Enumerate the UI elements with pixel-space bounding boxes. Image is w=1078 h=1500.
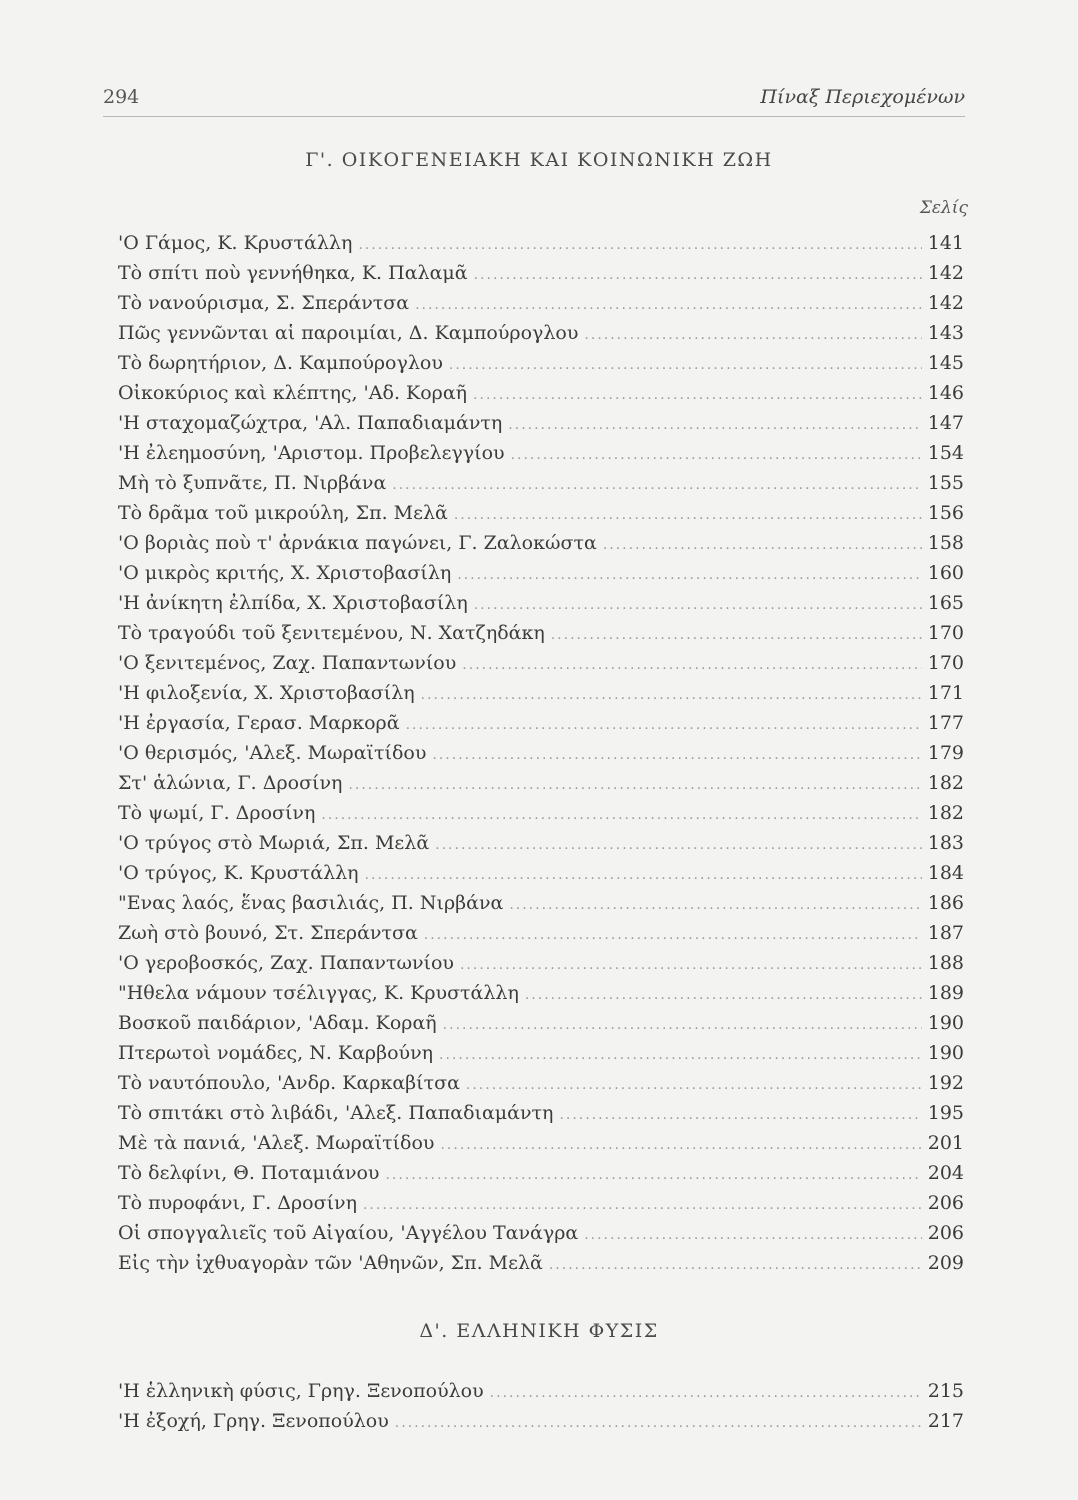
section-title-g: Γ'. ΟΙΚΟΓΕΝΕΙΑΚΗ ΚΑΙ ΚΟΙΝΩΝΙΚΗ ΖΩΗ: [305, 149, 773, 171]
dot-leader: [432, 740, 921, 770]
dot-leader: [358, 230, 921, 260]
toc-entry-title: Μὴ τὸ ξυπνᾶτε, Π. Νιρβάνα: [118, 472, 387, 494]
toc-entry-title: Τὸ δρᾶμα τοῦ μικρούλη, Σπ. Μελᾶ: [118, 502, 448, 524]
toc-entry-title: 'Ο ξενιτεμένος, Ζαχ. Παπαντωνίου: [118, 652, 457, 674]
toc-entry: [118, 798, 964, 828]
toc-entry: [118, 438, 964, 468]
toc-entry-page: 215: [927, 1380, 964, 1402]
toc-entry-page: 160: [927, 562, 964, 584]
dot-leader: [474, 260, 922, 290]
toc-entry: [118, 288, 964, 318]
section-title-d: Δ'. ΕΛΛΗΝΙΚΗ ΦΥΣΙΣ: [419, 1320, 659, 1342]
toc-entry: [118, 858, 964, 888]
toc-entry-page: 142: [927, 262, 964, 284]
toc-entry-page: 206: [927, 1192, 964, 1214]
toc-entry-page: 187: [927, 922, 964, 944]
dot-leader: [424, 920, 922, 950]
toc-entry-page: 190: [927, 1042, 964, 1064]
toc-entry: [118, 408, 964, 438]
toc-entry: [118, 1128, 964, 1158]
toc-entry: [118, 828, 964, 858]
toc-entry-page: 186: [927, 892, 964, 914]
toc-entry: [118, 978, 964, 1008]
toc-entry-title: Τὸ δωρητήριον, Δ. Καμπούρογλου: [118, 352, 443, 374]
toc-entry-title: 'Ο τρύγος στὸ Μωριά, Σπ. Μελᾶ: [118, 832, 430, 854]
toc-entry: [118, 228, 964, 258]
dot-leader: [584, 1220, 922, 1250]
dot-leader: [549, 1250, 922, 1280]
dot-leader: [466, 1070, 922, 1100]
dot-leader: [348, 770, 921, 800]
dot-leader: [440, 1130, 921, 1160]
dot-leader: [321, 800, 921, 830]
toc-entry-page: 142: [927, 292, 964, 314]
dot-leader: [385, 1160, 921, 1190]
toc-entry-page: 165: [927, 592, 964, 614]
toc-entry-title: Οἰκοκύριος καὶ κλέπτης, 'Αδ. Κοραῆ: [118, 382, 468, 404]
toc-entry-title: Τὸ σπιτάκι στὸ λιβάδι, 'Αλεξ. Παπαδιαμάντη: [118, 1102, 554, 1124]
toc-entry-title: 'Ο θερισμός, 'Αλεξ. Μωραϊτίδου: [118, 742, 427, 764]
toc-entry-page: 177: [927, 712, 964, 734]
toc-entry-title: Τὸ ψωμί, Γ. Δροσίνη: [118, 802, 316, 824]
toc-entry-title: Τὸ νανούρισμα, Σ. Σπεράντσα: [118, 292, 410, 314]
toc-entry-page: 147: [927, 412, 964, 434]
dot-leader: [363, 1190, 922, 1220]
toc-entry: [118, 1188, 964, 1218]
dot-leader: [457, 560, 921, 590]
toc-entry: [118, 1158, 964, 1188]
toc-entry-page: 190: [927, 1012, 964, 1034]
toc-entry-title: 'Ο Γάμος, Κ. Κρυστάλλη: [118, 232, 353, 254]
toc-entry-page: 217: [927, 1410, 964, 1432]
toc-entry-title: 'Η ἀνίκητη ἐλπίδα, Χ. Χριστοβασίλη: [118, 592, 468, 614]
toc-entry-title: 'Η ἐξοχή, Γρηγ. Ξενοπούλου: [118, 1410, 389, 1432]
toc-entry-page: 143: [927, 322, 964, 344]
dot-leader: [454, 500, 922, 530]
toc-entry-title: Τὸ πυροφάνι, Γ. Δροσίνη: [118, 1192, 357, 1214]
page-number: 294: [103, 86, 140, 108]
toc-entry-title: 'Ο τρύγος, Κ. Κρυστάλλη: [118, 862, 359, 884]
toc-entry: [118, 1406, 964, 1436]
toc-entry-title: "Ηθελα νάμουν τσέλιγγας, Κ. Κρυστάλλη: [118, 982, 519, 1004]
toc-entry: [118, 348, 964, 378]
toc-entry-page: 155: [927, 472, 964, 494]
toc-entry-title: 'Ο γεροβοσκός, Ζαχ. Παπαντωνίου: [118, 952, 454, 974]
toc-entry: [118, 558, 964, 588]
page-header: [103, 84, 965, 117]
toc-entry-title: Πτερωτοὶ νομάδες, Ν. Καρβούνη: [118, 1042, 434, 1064]
toc-entry: [118, 588, 964, 618]
toc-entry-title: Τὸ ναυτόπουλο, 'Ανδρ. Καρκαβίτσα: [118, 1072, 460, 1094]
toc-entry-page: 145: [927, 352, 964, 374]
dot-leader: [462, 650, 921, 680]
toc-entry: [118, 1008, 964, 1038]
toc-entry-title: 'Η φιλοξενία, Χ. Χριστοβασίλη: [118, 682, 415, 704]
toc-entry: [118, 528, 964, 558]
toc-entry-page: 189: [927, 982, 964, 1004]
dot-leader: [460, 950, 922, 980]
toc-entry-title: Τὸ δελφίνι, Θ. Ποταμιάνου: [118, 1162, 380, 1184]
dot-leader: [584, 320, 921, 350]
toc-entry-title: "Ενας λαός, ἕνας βασιλιάς, Π. Νιρβάνα: [118, 892, 504, 914]
toc-entry: [118, 648, 964, 678]
running-title: Πίναξ Περιεχομένων: [760, 86, 965, 108]
toc-entry-title: 'Η ἐλεημοσύνη, 'Αριστομ. Προβελεγγίου: [118, 442, 505, 464]
toc-entry-page: 156: [927, 502, 964, 524]
pages-column-label: Σελίς: [919, 198, 968, 218]
toc-entry-title: 'Η σταχομαζώχτρα, 'Αλ. Παπαδιαμάντη: [118, 412, 503, 434]
dot-leader: [508, 410, 921, 440]
toc-entry-page: 141: [927, 232, 964, 254]
dot-leader: [509, 890, 921, 920]
toc-entry: [118, 948, 964, 978]
toc-entry-title: 'Η ἐργασία, Γερασ. Μαρκορᾶ: [118, 712, 400, 734]
toc-entry: [118, 378, 964, 408]
dot-leader: [473, 380, 922, 410]
toc-entry: [118, 738, 964, 768]
toc-entry-title: 'Ο μικρὸς κριτής, Χ. Χριστοβασίλη: [118, 562, 452, 584]
toc-entry-page: 206: [927, 1222, 964, 1244]
toc-entry-page: 179: [927, 742, 964, 764]
toc-entry: [118, 708, 964, 738]
toc-entry-title: Πῶς γεννῶνται αἱ παροιμίαι, Δ. Καμπούρογλου: [118, 322, 579, 344]
dot-leader: [551, 620, 922, 650]
dot-leader: [449, 350, 922, 380]
dot-leader: [439, 1040, 922, 1070]
toc-entry: [118, 618, 964, 648]
dot-leader: [435, 830, 922, 860]
toc-entry: [118, 768, 964, 798]
dot-leader: [421, 680, 922, 710]
toc-entry: [118, 678, 964, 708]
toc-list-greek-nature: [118, 1376, 964, 1436]
toc-entry-title: Εἰς τὴν ἰχθυαγορὰν τῶν 'Αθηνῶν, Σπ. Μελᾶ: [118, 1252, 543, 1274]
toc-entry: [118, 1376, 964, 1406]
toc-entry-page: 201: [927, 1132, 964, 1154]
toc-entry: [118, 1218, 964, 1248]
dot-leader: [392, 470, 921, 500]
dot-leader: [365, 860, 922, 890]
toc-entry-page: 158: [927, 532, 964, 554]
toc-entry: [118, 468, 964, 498]
toc-entry-title: Στ' ἁλώνια, Γ. Δροσίνη: [118, 772, 343, 794]
toc-entry-page: 182: [927, 802, 964, 824]
toc-entry: [118, 1068, 964, 1098]
dot-leader: [406, 710, 922, 740]
toc-list-family-social-life: [118, 228, 964, 1278]
dot-leader: [525, 980, 922, 1010]
dot-leader: [559, 1100, 921, 1130]
dot-leader: [395, 1408, 922, 1438]
dot-leader: [474, 590, 922, 620]
toc-entry-title: Ζωὴ στὸ βουνό, Στ. Σπεράντσα: [118, 922, 418, 944]
dot-leader: [603, 530, 922, 560]
toc-entry: [118, 918, 964, 948]
toc-entry-title: 'Ο βοριὰς ποὺ τ' ἀρνάκια παγώνει, Γ. Ζαλοκώστα: [118, 532, 597, 554]
toc-entry-page: 170: [927, 622, 964, 644]
toc-entry: [118, 318, 964, 348]
toc-entry: [118, 258, 964, 288]
toc-entry: [118, 1248, 964, 1278]
toc-entry-title: Βοσκοῦ παιδάριον, 'Αδαμ. Κοραῆ: [118, 1012, 437, 1034]
toc-entry: [118, 498, 964, 528]
dot-leader: [443, 1010, 922, 1040]
toc-entry-page: 170: [927, 652, 964, 674]
toc-entry: [118, 1098, 964, 1128]
toc-entry-page: 146: [927, 382, 964, 404]
toc-entry-page: 192: [927, 1072, 964, 1094]
toc-entry-title: Οἱ σπογγαλιεῖς τοῦ Αἰγαίου, 'Αγγέλου Τανάγρα: [118, 1222, 579, 1244]
toc-entry-page: 171: [927, 682, 964, 704]
dot-leader: [415, 290, 922, 320]
toc-entry-title: 'Η ἑλληνικὴ φύσις, Γρηγ. Ξενοπούλου: [118, 1380, 484, 1402]
toc-entry-page: 154: [927, 442, 964, 464]
toc-entry: [118, 888, 964, 918]
toc-entry-page: 183: [927, 832, 964, 854]
toc-entry-page: 182: [927, 772, 964, 794]
dot-leader: [511, 440, 922, 470]
toc-entry-title: Τὸ σπίτι ποὺ γεννήθηκα, Κ. Παλαμᾶ: [118, 262, 468, 284]
toc-entry: [118, 1038, 964, 1068]
toc-entry-page: 188: [927, 952, 964, 974]
toc-entry-title: Μὲ τὰ πανιά, 'Αλεξ. Μωραϊτίδου: [118, 1132, 435, 1154]
toc-entry-page: 204: [927, 1162, 964, 1184]
toc-entry-page: 195: [927, 1102, 964, 1124]
toc-entry-page: 209: [927, 1252, 964, 1274]
toc-entry-page: 184: [927, 862, 964, 884]
dot-leader: [490, 1378, 922, 1408]
toc-entry-title: Τὸ τραγούδι τοῦ ξενιτεμένου, Ν. Χατζηδάκη: [118, 622, 545, 644]
